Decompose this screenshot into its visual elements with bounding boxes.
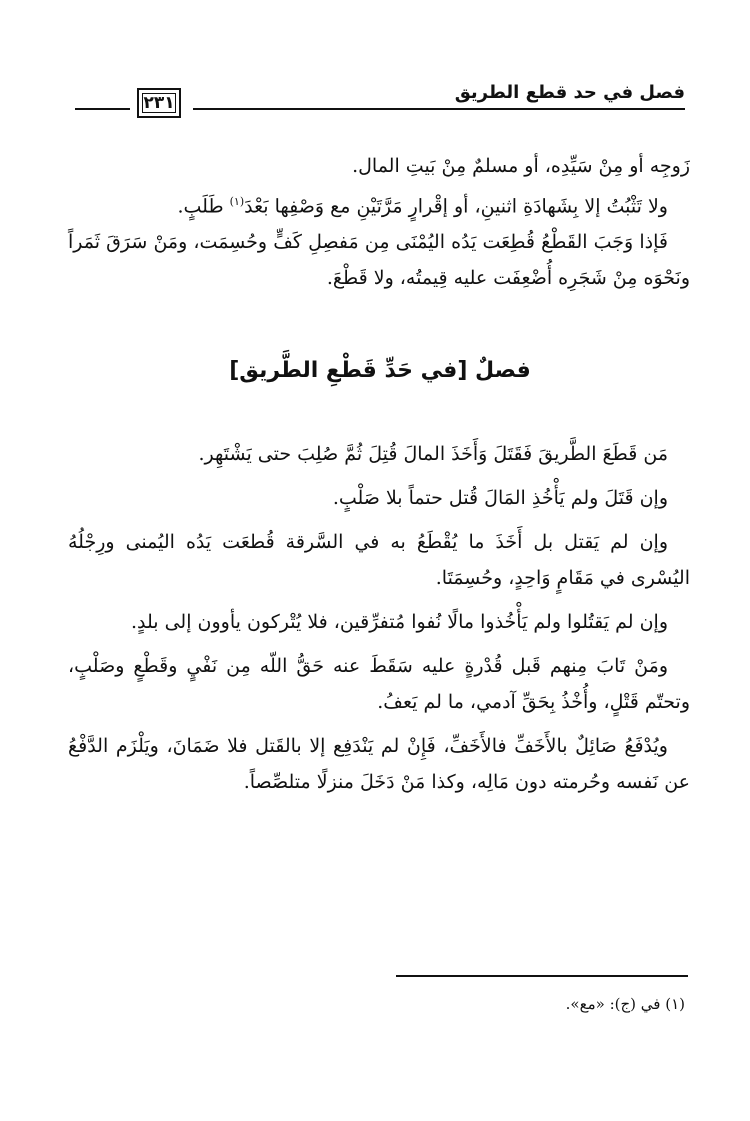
paragraph-text-tail: طَلَبٍ.	[177, 195, 230, 218]
paragraph: ويُدْفَعُ صَائِلٌ بالأَخَفِّ فالأَخَفِّ، فَإِنْ لم يَنْدَفِع إلا بالقَتل فلا ضَمَانَ، ويَلْزَم الدَّفْعُ عن نَفسه وحُرمته دون مَالِه، وكذا مَنْ دَخَلَ منزلًا متلصِّصاً.	[68, 735, 690, 793]
page-number: ٢٣١	[143, 93, 175, 113]
paragraph: ومَنْ تَابَ مِنهم قَبل قُدْرةٍ عليه سَقَطَ عنه حَقُّ اللّه مِن نَفْيٍ وقَطْعٍ وصَلْبٍ، وتحتّم قَتْلٍ، وأُخْذُ بِحَقِّ آدمي، ما لم يَعفُ.	[68, 655, 690, 713]
footnote-rule	[396, 975, 688, 977]
footnote: (١) في (ج): «مع».	[565, 995, 685, 1013]
section-title: فصلٌ [في حَدِّ قَطْعِ الطَّريق]	[229, 358, 531, 383]
page-number-box	[137, 88, 181, 118]
paragraph	[68, 184, 690, 224]
header-rule	[193, 108, 685, 110]
paragraph: وإن لم يَقتل بل أَخَذَ ما يُقْطَعُ به في السَّرقة قُطعَت يَدُه اليُمنى ورِجْلُهُ اليُسْرى في مَقَامٍ وَاحِدٍ، وحُسِمَتَا.	[68, 531, 690, 589]
top-text	[68, 148, 690, 296]
paragraph: زَوجِه أو مِنْ سَيِّدِه، أو مسلمٌ مِنْ بَيتِ المال.	[352, 155, 690, 177]
paragraph: فَإذا وَجَبَ القَطْعُ قُطِعَت يَدُه اليُمْنَى مِن مَفصِلِ كَفٍّ وحُسِمَت، ومَنْ سَرَقَ ثَمَراً ونَحْوَه مِنْ شَجَرِه أُضْعِفَت عليه قِيمتُه، ولا قَطْعَ.	[68, 231, 690, 290]
header-title: فصل في حد قطع الطريق	[454, 82, 685, 103]
paragraph: وإن لم يَقتُلوا ولم يَأْخُذوا مالًا نُفوا مُتفرِّقين، فلا يُتْركون يأوون إلى بلدٍ.	[130, 611, 668, 633]
running-header	[75, 78, 685, 118]
section-text	[68, 436, 690, 800]
paragraph: وإن قَتَلَ ولم يَأْخُذِ المَالَ قُتل حتماً بلا صَلْبٍ.	[332, 487, 668, 509]
footnote-marker: (١)	[229, 195, 245, 208]
header-rule-left	[75, 108, 130, 110]
paragraph-text: ولا تَثْبُتُ إلا بِشَهادَةِ اثنينِ، أو إقْرارٍ مَرَّتَيْنِ مع وَصْفِها بَعْدَ	[244, 195, 668, 218]
paragraph: مَن قَطَعَ الطَّريقَ فَقَتَلَ وَأَخَذَ المالَ قُتِلَ ثُمَّ صُلِبَ حتى يَشْتَهِر.	[198, 443, 668, 465]
